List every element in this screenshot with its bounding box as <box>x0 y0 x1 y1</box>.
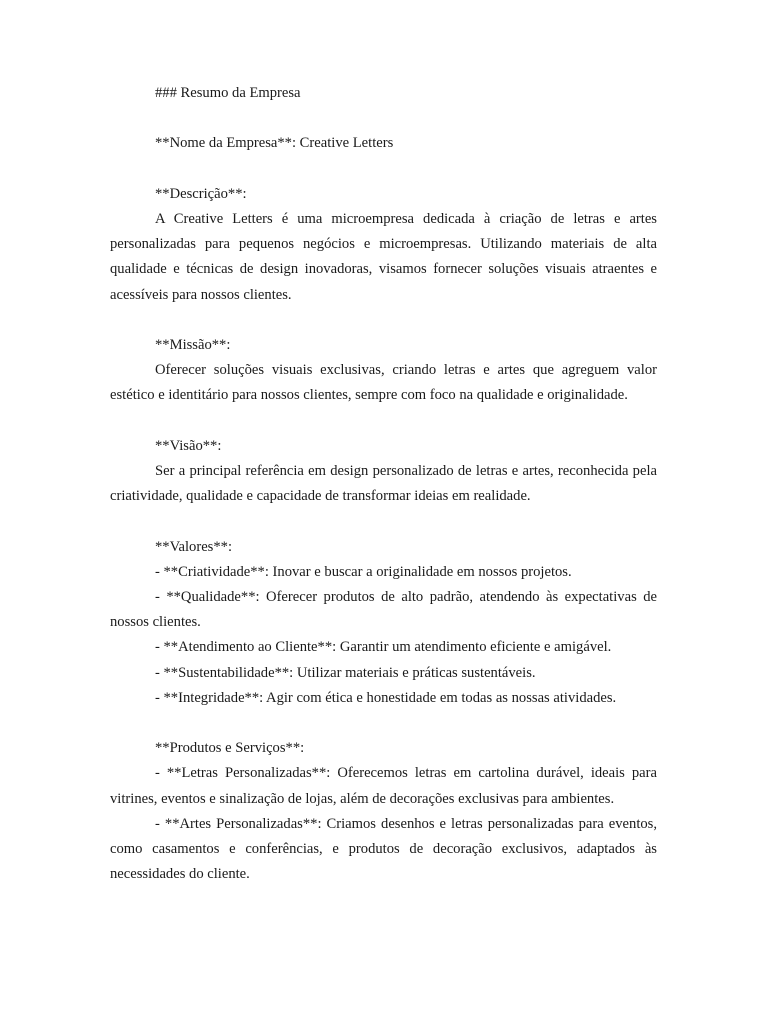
vision-text: Ser a principal referência em design personalizado de letras e artes, reconhecida pela criatividade, qualidade e capacidade de transformar ideias em realidade. <box>110 462 657 505</box>
product-item-arts: - **Artes Personalizadas**: Criamos desenhos e letras personalizadas para eventos, como casamentos e conferências, e produtos de decoração exclusivos, adaptados às necessidades do cliente. <box>110 815 657 883</box>
values-label: **Valores**: <box>155 538 233 555</box>
document-page <box>110 81 657 887</box>
blank-line <box>110 509 657 534</box>
vision-label: **Visão**: <box>155 437 222 454</box>
value-item-sustainability: - **Sustentabilidade**: Utilizar materiais e práticas sustentáveis. <box>155 664 536 681</box>
value-item-creativity: - **Criatividade**: Inovar e buscar a originalidade em nossos projetos. <box>155 563 572 580</box>
mission-text: Oferecer soluções visuais exclusivas, criando letras e artes que agreguem valor estético e identitário para nossos clientes, sempre com foco na qualidade e originalidade. <box>110 362 657 404</box>
product-item-letters: - **Letras Personalizadas**: Oferecemos letras em cartolina durável, ideais para vitrines, eventos e sinalização de lojas, além de decorações exclusivas para ambientes. <box>110 765 657 807</box>
document-heading: ### Resumo da Empresa <box>155 85 301 101</box>
blank-line <box>110 308 657 333</box>
blank-line <box>110 711 657 736</box>
description-label: **Descrição**: <box>155 185 247 202</box>
company-name-line: **Nome da Empresa**: Creative Letters <box>155 135 394 152</box>
blank-line <box>110 157 657 182</box>
value-item-quality: - **Qualidade**: Oferecer produtos de alto padrão, atendendo às expectativas de nossos clientes. <box>110 588 657 631</box>
description-text: A Creative Letters é uma microempresa dedicada à criação de letras e artes personalizadas para pequenos negócios e microempresas. Utilizando materiais de alta qualidade e técnicas de design inovadoras, visamos fornecer soluções visuais atraentes e acessíveis para nossos clientes. <box>110 210 657 303</box>
blank-line <box>110 409 657 434</box>
blank-line <box>110 106 657 131</box>
value-item-integrity: - **Integridade**: Agir com ética e honestidade em todas as nossas atividades. <box>155 689 617 706</box>
products-label: **Produtos e Serviços**: <box>155 740 305 757</box>
value-item-customer-service: - **Atendimento ao Cliente**: Garantir um atendimento eficiente e amigável. <box>155 639 612 656</box>
mission-label: **Missão**: <box>155 336 231 353</box>
